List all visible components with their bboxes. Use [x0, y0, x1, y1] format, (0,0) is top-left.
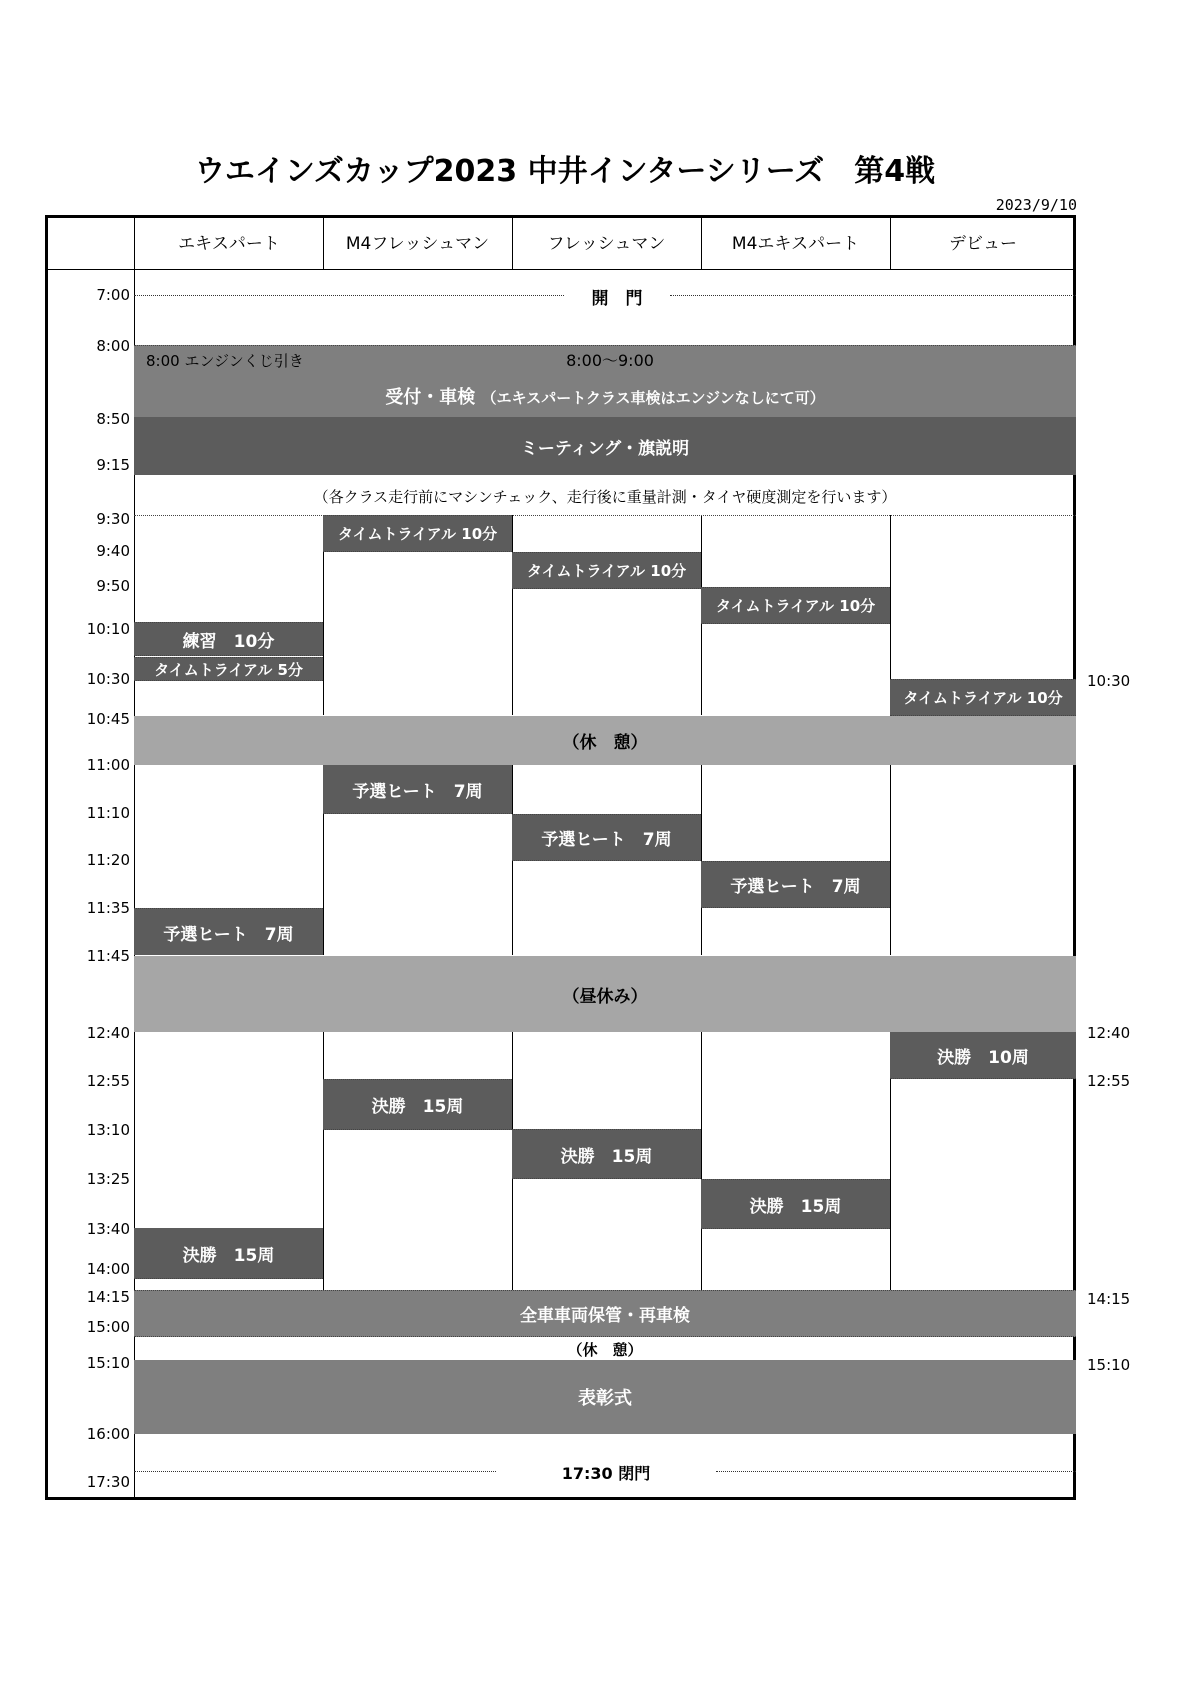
time-label: 12:55	[86, 1072, 130, 1090]
time-label: 9:30	[96, 510, 130, 528]
column-header-expert: エキスパート	[178, 234, 280, 254]
heat-label: 予選ヒート 7周	[730, 877, 861, 897]
debut-time-trial	[890, 679, 1076, 716]
column-divider	[701, 1032, 702, 1290]
meeting-block	[134, 417, 1076, 475]
ceremony-block	[134, 1360, 1076, 1434]
time-label: 10:10	[86, 620, 130, 638]
header-divider-3	[701, 215, 702, 270]
m4-expert-final	[701, 1179, 890, 1229]
expert-time-trial	[134, 657, 323, 681]
freshman-final	[512, 1129, 701, 1179]
reception-note: （エキスパートクラス車検はエンジンなしにて可）	[481, 389, 825, 407]
m4-freshman-time-trial	[323, 515, 512, 552]
time-label: 11:00	[86, 756, 130, 774]
final-label: 決勝 15周	[560, 1146, 653, 1167]
break-2-label: （休 憩）	[567, 1341, 643, 1359]
close-line-left	[134, 1471, 496, 1472]
time-label: 16:00	[86, 1425, 130, 1443]
event-date: 2023/9/10	[995, 196, 1077, 214]
inspection-note: （各クラス走行前にマシンチェック、走行後に重量計測・タイヤ硬度測定を行います）	[313, 488, 897, 506]
time-trial-label: タイムトライアル 10分	[337, 525, 498, 543]
column-header-m4-freshman: M4フレッシュマン	[345, 234, 490, 254]
heat-label: 予選ヒート 7周	[541, 830, 672, 850]
heat-label: 予選ヒート 7周	[352, 781, 483, 802]
time-label-right: 15:10	[1087, 1356, 1131, 1374]
header-divider-4	[890, 215, 891, 270]
column-header-m4-expert: M4エキスパート	[731, 234, 860, 254]
header-divider-2	[512, 215, 513, 270]
m4-expert-heat	[701, 861, 890, 908]
heat-label: 予選ヒート 7周	[163, 924, 294, 945]
debut-final	[890, 1032, 1076, 1079]
time-label: 10:30	[86, 670, 130, 688]
time-label: 11:45	[86, 947, 130, 965]
open-line-right	[670, 295, 1076, 296]
column-divider	[890, 765, 891, 955]
time-trial-label: タイムトライアル 10分	[903, 689, 1063, 707]
gate-open-label: 開 門	[591, 289, 643, 309]
header-divider-1	[323, 215, 324, 270]
m4-expert-time-trial	[701, 587, 890, 624]
gate-close-label: 17:30 閉門	[561, 1464, 651, 1483]
time-label-right: 10:30	[1087, 672, 1131, 690]
time-trial-label: タイムトライアル 10分	[715, 597, 876, 615]
time-trial-label: タイムトライアル 10分	[526, 562, 687, 580]
lunch-label: （昼休み）	[562, 986, 648, 1007]
reception-title: 受付・車検	[385, 387, 476, 408]
time-label: 14:00	[86, 1260, 130, 1278]
time-label: 8:00	[96, 337, 130, 355]
page-title: ウエインズカップ2023 中井インターシリーズ 第4戦	[194, 154, 936, 189]
time-label: 10:45	[86, 710, 130, 728]
time-label: 11:20	[86, 851, 130, 869]
impound-label: 全車車両保管・再車検	[520, 1306, 690, 1326]
time-label: 9:40	[96, 542, 130, 560]
impound-block	[134, 1290, 1076, 1337]
time-trial-label: タイムトライアル 5分	[154, 660, 303, 679]
column-header-freshman: フレッシュマン	[547, 234, 666, 254]
final-label: 決勝 15周	[749, 1196, 842, 1217]
final-label: 決勝 15周	[182, 1245, 275, 1266]
time-label: 9:50	[96, 577, 130, 595]
expert-final	[134, 1228, 323, 1279]
reception-label	[134, 383, 1076, 409]
time-label: 9:15	[96, 456, 130, 474]
time-label: 14:15	[86, 1288, 130, 1306]
final-label: 決勝 10周	[937, 1047, 1029, 1068]
final-label: 決勝 15周	[371, 1097, 464, 1117]
freshman-heat	[512, 814, 701, 861]
expert-heat	[134, 908, 323, 955]
freshman-time-trial	[512, 552, 701, 589]
time-label: 15:10	[86, 1354, 130, 1372]
m4-freshman-final	[323, 1079, 512, 1130]
expert-practice	[134, 622, 323, 656]
reception-time-label: 8:00～9:00	[566, 351, 654, 370]
time-label: 12:40	[86, 1024, 130, 1042]
practice-label: 練習 10分	[182, 631, 275, 652]
time-label: 11:10	[86, 804, 130, 822]
time-label: 11:35	[86, 899, 130, 917]
time-label-right: 12:40	[1087, 1024, 1131, 1042]
ceremony-label: 表彰式	[578, 1388, 632, 1409]
meeting-label: ミーティング・旗説明	[520, 438, 690, 459]
break-label: （休 憩）	[562, 733, 648, 753]
close-line-right	[716, 1471, 1076, 1472]
time-label: 8:50	[96, 410, 130, 428]
time-label-right: 12:55	[1087, 1072, 1131, 1090]
engine-lottery-label: 8:00 エンジンくじ引き	[146, 352, 304, 370]
m4-freshman-heat	[323, 765, 512, 814]
section-line	[134, 515, 1076, 516]
time-label: 15:00	[86, 1318, 130, 1336]
break-block	[134, 716, 1076, 765]
time-label: 7:00	[96, 286, 130, 304]
time-label: 13:25	[86, 1170, 130, 1188]
column-divider	[701, 765, 702, 955]
time-label: 13:10	[86, 1121, 130, 1139]
time-label: 17:30	[86, 1473, 130, 1491]
time-label-right: 14:15	[1087, 1290, 1131, 1308]
time-label: 13:40	[86, 1220, 130, 1238]
column-divider	[323, 1032, 324, 1290]
open-line-left	[134, 295, 564, 296]
column-divider	[512, 515, 513, 715]
column-header-debut: デビュー	[949, 234, 1017, 254]
lunch-block	[134, 956, 1076, 1032]
